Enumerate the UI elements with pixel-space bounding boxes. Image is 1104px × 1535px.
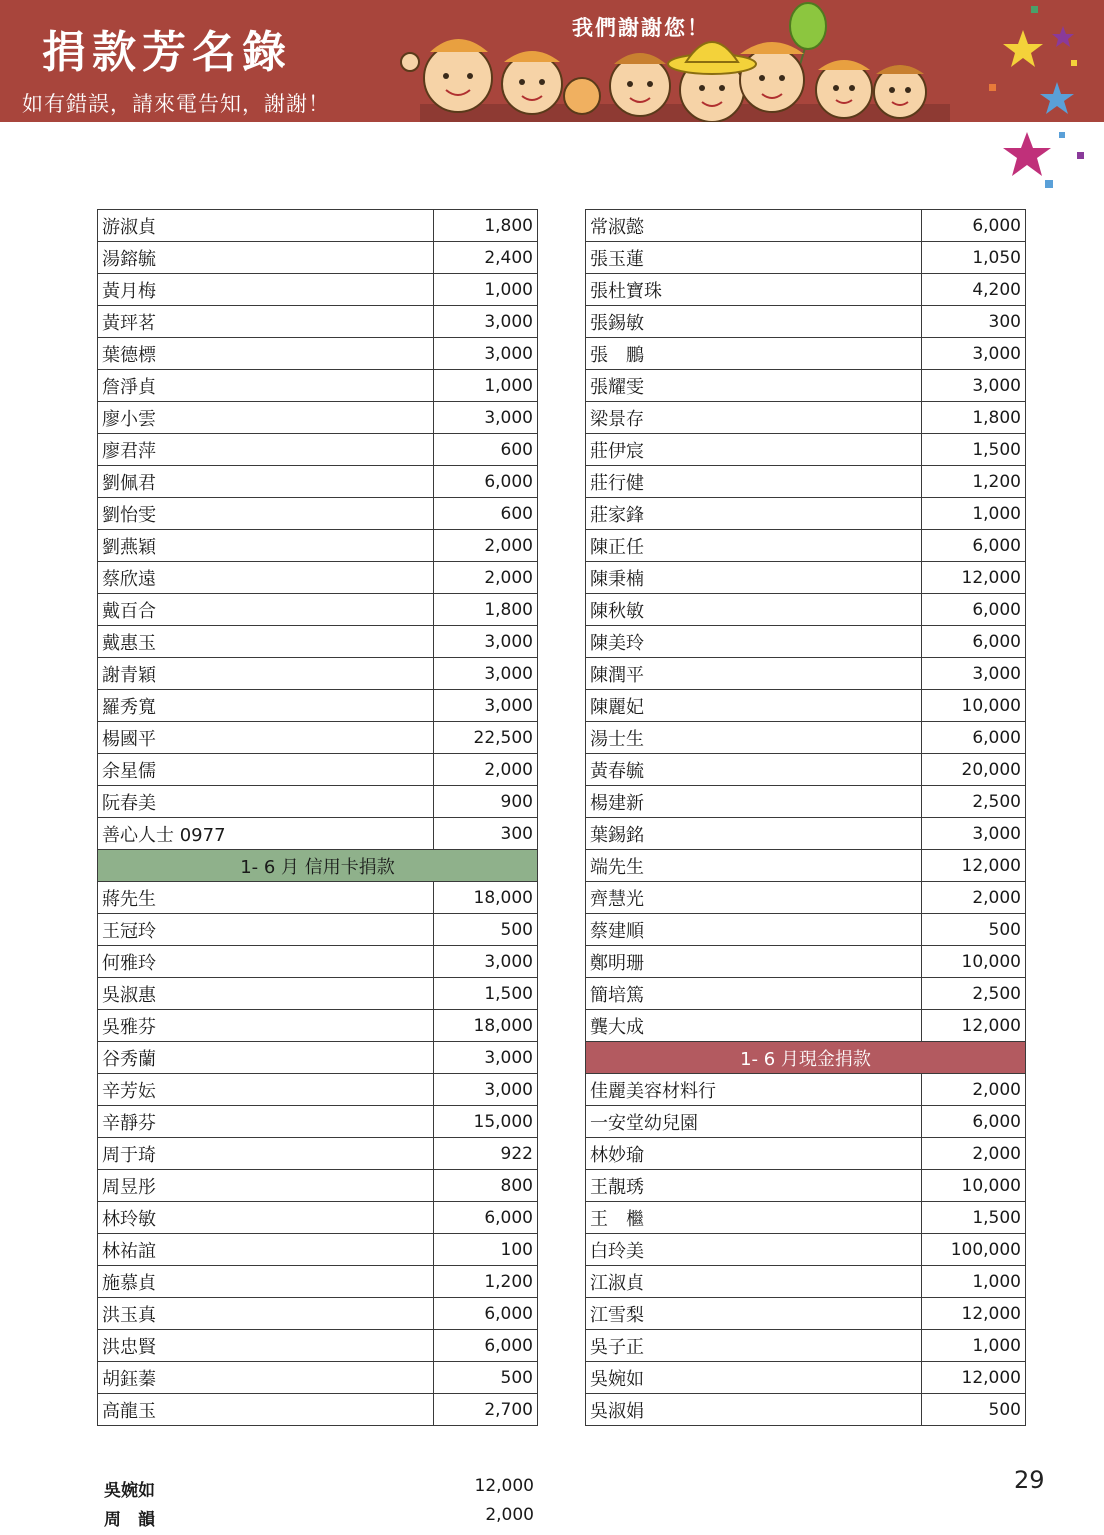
donor-name: 黃春毓 [586,754,922,786]
donor-name: 吳淑惠 [98,978,434,1010]
donor-row [98,242,538,274]
donor-name: 蔡建順 [586,914,922,946]
donation-amount: 300 [434,818,538,850]
donor-row [98,210,538,242]
donor-name: 劉燕穎 [98,530,434,562]
donor-row [98,658,538,690]
donor-name: 梁景存 [586,402,922,434]
section-header-row [98,850,538,882]
donation-amount: 3,000 [922,370,1026,402]
donor-row [98,274,538,306]
donor-row [98,722,538,754]
donation-amount: 4,200 [922,274,1026,306]
thanks-text: 我們謝謝您！ [572,16,710,40]
donor-name: 鄭明珊 [586,946,922,978]
donation-amount: 10,000 [922,946,1026,978]
donor-name: 蔣先生 [98,882,434,914]
donor-name: 羅秀寬 [98,690,434,722]
donor-name: 周昱彤 [98,1170,434,1202]
donation-amount: 2,000 [434,754,538,786]
donation-amount: 2,000 [922,882,1026,914]
donation-amount: 3,000 [434,402,538,434]
donation-amount: 922 [434,1138,538,1170]
donation-amount: 500 [434,1362,538,1394]
donation-amount: 2,000 [434,562,538,594]
donor-row [98,1394,538,1426]
donor-name: 齊慧光 [586,882,922,914]
page-title: 捐款芳名錄 [42,27,292,78]
donor-name: 江雪梨 [586,1298,922,1330]
donor-name: 張 鵬 [586,338,922,370]
donor-name: 洪玉真 [98,1298,434,1330]
donation-amount: 18,000 [434,1010,538,1042]
donor-name: 周于琦 [98,1138,434,1170]
donation-amount: 12,000 [922,1298,1026,1330]
donor-row [98,882,538,914]
donor-name: 張玉蓮 [586,242,922,274]
donor-row [586,1010,1026,1042]
donation-amount: 1,000 [922,1330,1026,1362]
donation-amount: 12,000 [922,1362,1026,1394]
donation-amount: 12,000 [922,562,1026,594]
donation-amount: 1,000 [922,1266,1026,1298]
donation-amount: 800 [434,1170,538,1202]
section-header: 1- 6 月 信用卡捐款 [98,850,538,882]
donor-row [98,498,538,530]
donor-row [98,754,538,786]
donor-row [98,946,538,978]
donation-amount: 10,000 [922,1170,1026,1202]
donor-row [586,1394,1026,1426]
donation-amount: 1,000 [434,274,538,306]
donor-name: 葉錫銘 [586,818,922,850]
donor-row [98,594,538,626]
donor-row [586,882,1026,914]
donor-name: 谷秀蘭 [98,1042,434,1074]
donor-name: 湯士生 [586,722,922,754]
donation-amount: 20,000 [922,754,1026,786]
donor-row [586,754,1026,786]
donor-name: 莊家鋒 [586,498,922,530]
donor-row [586,594,1026,626]
donor-name: 楊國平 [98,722,434,754]
donor-name: 端先生 [586,850,922,882]
donor-row [98,530,538,562]
donor-name: 林祐誼 [98,1234,434,1266]
donor-row [98,818,538,850]
donation-amount: 600 [434,434,538,466]
donor-row [98,1106,538,1138]
donor-row [586,658,1026,690]
donor-row [98,402,538,434]
donation-amount: 12,000 [922,1010,1026,1042]
donor-name: 白玲美 [586,1234,922,1266]
donation-amount: 300 [922,306,1026,338]
donor-name: 余星儒 [98,754,434,786]
donor-row [586,978,1026,1010]
donor-row [586,306,1026,338]
donor-name: 林妙瑜 [586,1138,922,1170]
donor-name: 陳正任 [586,530,922,562]
donor-row [98,434,538,466]
extra-donor-amount: 2,000 [485,1505,534,1525]
donation-amount: 1,000 [922,498,1026,530]
donor-row [98,466,538,498]
donor-row [586,402,1026,434]
donor-row [98,786,538,818]
donor-row [98,1010,538,1042]
donor-name: 張耀雯 [586,370,922,402]
donor-name: 劉怡雯 [98,498,434,530]
donation-amount: 10,000 [922,690,1026,722]
donation-amount: 12,000 [922,850,1026,882]
donor-name: 戴百合 [98,594,434,626]
donor-row [98,978,538,1010]
donation-amount: 2,000 [922,1074,1026,1106]
donation-amount: 2,000 [434,530,538,562]
donor-name: 吳淑娟 [586,1394,922,1426]
donor-row [586,1138,1026,1170]
donor-name: 吳雅芬 [98,1010,434,1042]
donor-name: 詹淨貞 [98,370,434,402]
donor-row [98,1362,538,1394]
donor-row [586,1362,1026,1394]
donation-amount: 6,000 [434,466,538,498]
section-header: 1- 6 月現金捐款 [586,1042,1026,1074]
donor-row [586,210,1026,242]
donation-amount: 500 [434,914,538,946]
donation-amount: 3,000 [922,818,1026,850]
right-donor-table [585,209,1026,1426]
donor-name: 陳秋敏 [586,594,922,626]
donor-name: 游淑貞 [98,210,434,242]
extra-donor-amount: 12,000 [474,1476,534,1496]
donor-name: 辛靜芬 [98,1106,434,1138]
donor-row [586,274,1026,306]
extra-donor-name: 周 韻 [104,1510,155,1530]
donor-row [98,1138,538,1170]
donor-name: 施慕貞 [98,1266,434,1298]
donor-name: 佳麗美容材料行 [586,1074,922,1106]
donor-name: 黃玶茗 [98,306,434,338]
donation-amount: 6,000 [922,722,1026,754]
donor-row [586,466,1026,498]
page-number: 29 [1014,1466,1045,1494]
donor-name: 一安堂幼兒園 [586,1106,922,1138]
donor-name: 謝青穎 [98,658,434,690]
donor-name: 何雅玲 [98,946,434,978]
donor-name: 蔡欣遠 [98,562,434,594]
donation-amount: 3,000 [434,946,538,978]
donor-name: 戴惠玉 [98,626,434,658]
donor-name: 江淑貞 [586,1266,922,1298]
donor-row [98,914,538,946]
donation-amount: 6,000 [434,1202,538,1234]
donation-amount: 1,500 [922,1202,1026,1234]
donation-amount: 15,000 [434,1106,538,1138]
donor-name: 常淑懿 [586,210,922,242]
donation-amount: 2,000 [922,1138,1026,1170]
donor-name: 吳子正 [586,1330,922,1362]
donation-amount: 18,000 [434,882,538,914]
donor-row [586,818,1026,850]
donor-row [586,530,1026,562]
donor-row [586,242,1026,274]
donor-name: 王冠玲 [98,914,434,946]
donor-name: 劉佩君 [98,466,434,498]
donation-amount: 900 [434,786,538,818]
donor-name: 陳潤平 [586,658,922,690]
donor-name: 簡培篤 [586,978,922,1010]
donation-amount: 1,800 [922,402,1026,434]
donor-row [586,1074,1026,1106]
donor-name: 張杜寶珠 [586,274,922,306]
donation-amount: 1,200 [922,466,1026,498]
donation-amount: 1,050 [922,242,1026,274]
donation-amount: 2,500 [922,786,1026,818]
donor-row [586,562,1026,594]
donor-row [586,1170,1026,1202]
donor-row [98,306,538,338]
donor-name: 善心人士 0977 [98,818,434,850]
donor-row [586,946,1026,978]
donor-name: 辛芳妘 [98,1074,434,1106]
donation-amount: 3,000 [922,658,1026,690]
donation-amount: 6,000 [922,594,1026,626]
donation-amount: 3,000 [434,338,538,370]
donor-name: 王靚琇 [586,1170,922,1202]
stars-decoration [975,0,1104,200]
donor-name: 林玲敏 [98,1202,434,1234]
donation-amount: 1,500 [434,978,538,1010]
donation-amount: 1,500 [922,434,1026,466]
children-illustration [400,0,960,122]
donor-name: 莊伊宸 [586,434,922,466]
donation-amount: 100 [434,1234,538,1266]
donor-name: 吳婉如 [586,1362,922,1394]
donation-amount: 1,200 [434,1266,538,1298]
donation-amount: 1,000 [434,370,538,402]
donor-row [98,370,538,402]
donor-row [586,626,1026,658]
donation-amount: 500 [922,914,1026,946]
donation-amount: 6,000 [922,626,1026,658]
donor-row [98,1074,538,1106]
donor-name: 洪忠賢 [98,1330,434,1362]
donor-name: 阮春美 [98,786,434,818]
donation-amount: 1,800 [434,210,538,242]
donation-amount: 6,000 [922,530,1026,562]
donor-name: 陳麗妃 [586,690,922,722]
donor-row [98,1170,538,1202]
extra-donor-name: 吳婉如 [104,1481,155,1501]
donation-amount: 22,500 [434,722,538,754]
donor-row [586,722,1026,754]
donor-row [586,690,1026,722]
donation-amount: 6,000 [922,210,1026,242]
donor-name: 張錫敏 [586,306,922,338]
donor-row [98,562,538,594]
donor-row [98,1234,538,1266]
donor-row [586,1266,1026,1298]
left-donor-table [97,209,538,1426]
donation-amount: 3,000 [434,1042,538,1074]
donation-amount: 500 [922,1394,1026,1426]
donor-name: 陳秉楠 [586,562,922,594]
donor-name: 胡鈺蓁 [98,1362,434,1394]
donation-amount: 2,400 [434,242,538,274]
donor-row [98,626,538,658]
donor-row [586,1330,1026,1362]
donor-row [586,434,1026,466]
donation-amount: 6,000 [434,1298,538,1330]
donation-amount: 100,000 [922,1234,1026,1266]
donation-amount: 6,000 [434,1330,538,1362]
donor-name: 王 檵 [586,1202,922,1234]
donor-name: 黃月梅 [98,274,434,306]
donor-row [98,1266,538,1298]
donation-amount: 3,000 [434,1074,538,1106]
donor-row [586,1202,1026,1234]
donation-amount: 2,500 [922,978,1026,1010]
donor-name: 莊行健 [586,466,922,498]
donor-row [586,338,1026,370]
donor-row [586,786,1026,818]
donor-name: 楊建新 [586,786,922,818]
donation-amount: 1,800 [434,594,538,626]
donor-name: 廖君萍 [98,434,434,466]
donor-row [586,850,1026,882]
donor-name: 高龍玉 [98,1394,434,1426]
donor-row [586,1234,1026,1266]
donor-row [586,370,1026,402]
header-banner [0,0,1104,122]
donor-row [586,1106,1026,1138]
donor-name: 葉德標 [98,338,434,370]
donation-amount: 3,000 [434,306,538,338]
donor-row [98,1202,538,1234]
donor-row [98,338,538,370]
donor-row [586,1298,1026,1330]
donor-row [98,1330,538,1362]
donation-amount: 3,000 [434,658,538,690]
donor-name: 湯鎔毓 [98,242,434,274]
donation-amount: 6,000 [922,1106,1026,1138]
donation-amount: 3,000 [922,338,1026,370]
donor-row [98,690,538,722]
donation-amount: 600 [434,498,538,530]
donation-amount: 3,000 [434,690,538,722]
donation-amount: 2,700 [434,1394,538,1426]
donor-row [98,1042,538,1074]
donor-name: 龔大成 [586,1010,922,1042]
section-header-row [586,1042,1026,1074]
donor-row [586,498,1026,530]
donor-name: 陳美玲 [586,626,922,658]
donation-amount: 3,000 [434,626,538,658]
page-subtitle: 如有錯誤，請來電告知，謝謝！ [22,92,330,116]
donor-name: 廖小雲 [98,402,434,434]
donor-row [586,914,1026,946]
donor-row [98,1298,538,1330]
